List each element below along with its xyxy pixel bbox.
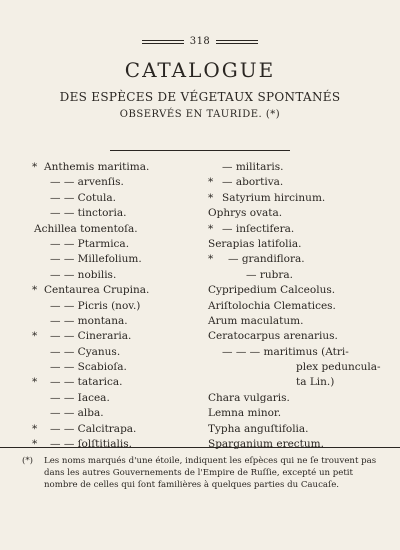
- list-item: [208, 206, 378, 221]
- species-name: Achillea tomentoſa.: [34, 222, 138, 235]
- list-item: [208, 360, 381, 375]
- list-item: [32, 191, 192, 206]
- species-name: — — Cyanus.: [50, 345, 121, 358]
- species-name: Satyrium hircinum.: [222, 191, 326, 204]
- list-item: [32, 314, 192, 329]
- list-item: [208, 406, 378, 421]
- species-name: Lemna minor.: [208, 407, 282, 420]
- list-item: [208, 268, 378, 283]
- star-mark: *: [32, 330, 38, 343]
- species-name: Typha anguſtifolia.: [208, 422, 309, 435]
- list-item: [208, 252, 378, 267]
- list-item: [208, 375, 378, 390]
- footnote-mark: (*): [22, 456, 34, 466]
- list-item: [32, 345, 192, 360]
- list-item: [208, 160, 378, 175]
- list-item: [208, 329, 378, 344]
- species-name: — rubra.: [246, 268, 293, 281]
- star-mark: *: [32, 376, 38, 389]
- species-name: — — tinctoria.: [50, 207, 127, 220]
- list-item: [32, 375, 192, 390]
- species-name: — — alba.: [50, 407, 104, 420]
- star-mark: *: [208, 191, 214, 204]
- page-subtitle-secondary: OBSERVÉS EN TAURIDE. (*): [119, 109, 281, 120]
- star-mark: *: [208, 176, 214, 189]
- list-item: [208, 222, 378, 237]
- species-name: Centaurea Crupina.: [44, 284, 150, 297]
- species-name: — — montana.: [50, 314, 128, 327]
- list-item: [32, 391, 192, 406]
- footnote-text: Les noms marqués d'une étoile, indiquent les eſpèces qui ne ſe trouvent pas dans les autres Gouvernements de l'Empire de Ruſſie, excepté un petit nombre de celles qui ſont familières à quelques parties du Caucaſe.: [44, 456, 377, 490]
- list-item: [32, 237, 192, 252]
- list-item: [32, 299, 192, 314]
- list-item: [32, 406, 192, 421]
- species-name: — inſectifera.: [222, 222, 295, 235]
- species-name: — — Cineraria.: [50, 330, 132, 343]
- star-mark: *: [32, 161, 38, 173]
- list-item: [32, 206, 192, 221]
- list-item: [208, 314, 378, 329]
- list-item: [208, 391, 378, 406]
- species-name: — — Millefolium.: [50, 253, 142, 266]
- species-name: — — Cotula.: [50, 191, 116, 204]
- species-name: Ophrys ovata.: [208, 207, 283, 220]
- species-name: Sparganium erectum.: [208, 438, 324, 451]
- list-item: [208, 283, 378, 298]
- page-number: [0, 36, 400, 47]
- list-item: [32, 252, 192, 267]
- species-name: — — arvenſis.: [50, 176, 124, 189]
- species-name: Arum maculatum.: [208, 314, 304, 327]
- heading-divider: [110, 150, 290, 151]
- species-name: Chara vulgaris.: [208, 391, 290, 404]
- species-name: — grandiflora.: [228, 253, 305, 266]
- species-name: — — Ptarmica.: [50, 237, 130, 250]
- footnote: [22, 456, 382, 491]
- list-item: [32, 422, 192, 437]
- star-mark: *: [32, 422, 38, 435]
- page-subtitle: DES ESPÈCES DE VÉGETAUX SPONTANÉS: [59, 90, 341, 104]
- list-item: [208, 237, 378, 252]
- page-number-rule-right: [216, 40, 258, 44]
- star-mark: *: [32, 284, 38, 297]
- list-item: [32, 437, 192, 452]
- species-name: Ceratocarpus arenarius.: [208, 330, 338, 343]
- page-title: CATALOGUE: [124, 58, 276, 82]
- list-item: [32, 175, 192, 190]
- list-item: [208, 437, 378, 452]
- species-name: Cypripedium Calceolus.: [208, 284, 336, 297]
- list-item: [208, 175, 378, 190]
- species-name: Anthemis maritima.: [44, 161, 150, 173]
- species-name: — — ſolſtitialis.: [50, 438, 132, 451]
- list-item: [208, 345, 378, 360]
- species-name: plex peduncula-: [296, 361, 381, 374]
- list-item: [32, 360, 192, 375]
- list-item: [32, 329, 192, 344]
- species-name: — abortiva.: [222, 176, 284, 189]
- list-item: [208, 422, 378, 437]
- species-name: — — tatarica.: [50, 376, 123, 389]
- list-item: [208, 191, 378, 206]
- page-number-text: 318: [189, 36, 211, 47]
- list-item: [32, 222, 192, 237]
- page-number-rule-left: [142, 40, 184, 44]
- species-name: — — Iacea.: [50, 391, 110, 404]
- list-item: [32, 283, 192, 298]
- species-name: Ariſtolochia Clematices.: [208, 299, 336, 312]
- right-species-column: [208, 160, 381, 452]
- footnote-divider: [0, 447, 400, 448]
- species-name: — — nobilis.: [50, 268, 117, 281]
- list-item: [32, 160, 192, 175]
- left-species-column: [32, 160, 192, 452]
- species-name: Serapias latifolia.: [208, 237, 302, 250]
- species-name: — — Picris (nov.): [50, 299, 141, 312]
- species-name: — — Scabioſa.: [50, 361, 127, 374]
- star-mark: *: [208, 253, 214, 266]
- star-mark: *: [208, 222, 214, 235]
- list-item: [32, 268, 192, 283]
- species-name: — — — maritimus (Atri-: [222, 345, 349, 358]
- species-name: — — Calcitrapa.: [50, 422, 137, 435]
- species-name: — militaris.: [222, 161, 284, 173]
- list-item: [208, 299, 378, 314]
- species-name: ta Lin.): [296, 376, 335, 389]
- star-mark: *: [32, 438, 38, 451]
